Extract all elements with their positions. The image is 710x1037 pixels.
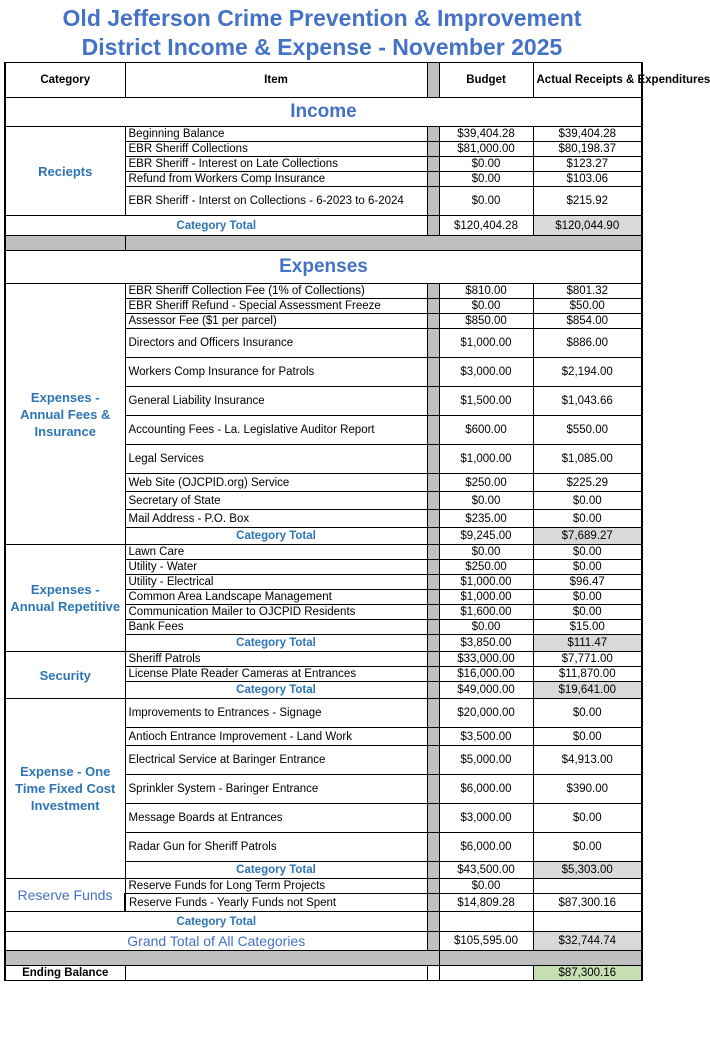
item-cell: Message Boards at Entrances bbox=[125, 804, 427, 833]
group-annual-repetitive bbox=[5, 545, 642, 652]
category-total-row bbox=[5, 912, 642, 932]
gap-cell bbox=[427, 635, 439, 652]
item-cell: General Liability Insurance bbox=[125, 387, 427, 416]
item-cell: Directors and Officers Insurance bbox=[125, 329, 427, 358]
actual-cell: $390.00 bbox=[533, 775, 642, 804]
header-category: Category bbox=[5, 63, 125, 98]
budget-cell: $810.00 bbox=[439, 284, 533, 299]
group-one-time bbox=[5, 699, 642, 879]
gap-cell bbox=[427, 966, 439, 981]
actual-cell bbox=[533, 879, 642, 894]
actual-cell: $0.00 bbox=[533, 699, 642, 728]
header-actual: Actual Receipts & Expenditures bbox=[533, 63, 642, 98]
item-cell: Workers Comp Insurance for Patrols bbox=[125, 358, 427, 387]
actual-cell: $801.32 bbox=[533, 284, 642, 299]
gap-cell bbox=[427, 329, 439, 358]
spacer-cell bbox=[5, 236, 125, 251]
item-cell: EBR Sheriff - Interst on Collections - 6-2023 to 6-2024 bbox=[125, 187, 427, 216]
section-title-expenses: Expenses bbox=[5, 251, 642, 284]
budget-cell: $250.00 bbox=[439, 474, 533, 492]
actual-cell: $0.00 bbox=[533, 605, 642, 620]
category-total-label: Category Total bbox=[125, 862, 427, 879]
gap-cell bbox=[427, 358, 439, 387]
item-cell: Bank Fees bbox=[125, 620, 427, 635]
budget-cell: $1,500.00 bbox=[439, 387, 533, 416]
item-cell: EBR Sheriff Refund - Special Assessment Freeze bbox=[125, 299, 427, 314]
total-actual: $5,303.00 bbox=[533, 862, 642, 879]
grand-total-budget: $105,595.00 bbox=[439, 932, 533, 951]
budget-cell: $39,404.28 bbox=[439, 127, 533, 142]
item-cell: Reserve Funds for Long Term Projects bbox=[125, 879, 427, 894]
gap-cell bbox=[427, 833, 439, 862]
header-row bbox=[5, 63, 642, 98]
item-cell: Electrical Service at Baringer Entrance bbox=[125, 746, 427, 775]
ending-balance-budget bbox=[439, 966, 533, 981]
table-row bbox=[5, 699, 642, 728]
item-cell: Common Area Landscape Management bbox=[125, 590, 427, 605]
item-cell: Legal Services bbox=[125, 445, 427, 474]
budget-cell: $850.00 bbox=[439, 314, 533, 329]
actual-cell: $225.29 bbox=[533, 474, 642, 492]
item-cell: License Plate Reader Cameras at Entrances bbox=[125, 667, 427, 682]
gap-cell bbox=[427, 932, 439, 951]
group-reserve bbox=[5, 879, 642, 932]
gap-cell bbox=[427, 510, 439, 528]
actual-cell: $123.27 bbox=[533, 157, 642, 172]
gap-cell bbox=[427, 127, 439, 142]
total-budget bbox=[439, 912, 533, 932]
gap-cell bbox=[427, 474, 439, 492]
gap-cell bbox=[427, 620, 439, 635]
actual-cell: $15.00 bbox=[533, 620, 642, 635]
budget-cell: $0.00 bbox=[439, 492, 533, 510]
budget-cell: $6,000.00 bbox=[439, 833, 533, 862]
item-cell: Beginning Balance bbox=[125, 127, 427, 142]
gap-cell bbox=[427, 605, 439, 620]
gap-cell bbox=[427, 445, 439, 474]
gap-cell bbox=[427, 545, 439, 560]
category-total-label: Category Total bbox=[125, 682, 427, 699]
actual-cell: $1,085.00 bbox=[533, 445, 642, 474]
category-total-label: Category Total bbox=[125, 635, 427, 652]
actual-cell: $0.00 bbox=[533, 560, 642, 575]
actual-cell: $0.00 bbox=[533, 492, 642, 510]
budget-cell: $0.00 bbox=[439, 620, 533, 635]
budget-cell: $1,000.00 bbox=[439, 575, 533, 590]
total-actual: $111.47 bbox=[533, 635, 642, 652]
report-title-line2: District Income & Expense - November 2025 bbox=[81, 34, 563, 60]
budget-cell: $81,000.00 bbox=[439, 142, 533, 157]
item-cell: Radar Gun for Sheriff Patrols bbox=[125, 833, 427, 862]
total-actual: $7,689.27 bbox=[533, 528, 642, 545]
actual-cell: $39,404.28 bbox=[533, 127, 642, 142]
gap-cell bbox=[427, 157, 439, 172]
category-total-label: Category Total bbox=[125, 528, 427, 545]
item-cell: Antioch Entrance Improvement - Land Work bbox=[125, 728, 427, 746]
table-row bbox=[5, 879, 642, 894]
gap-cell bbox=[427, 172, 439, 187]
actual-cell: $87,300.16 bbox=[533, 894, 642, 912]
category-total-label: Category Total bbox=[5, 216, 427, 236]
item-cell: Web Site (OJCPID.org) Service bbox=[125, 474, 427, 492]
gap-cell bbox=[427, 912, 439, 932]
income-expense-table bbox=[4, 62, 710, 981]
grand-total-row bbox=[5, 932, 642, 951]
category-total-row bbox=[5, 216, 642, 236]
budget-cell: $1,000.00 bbox=[439, 445, 533, 474]
total-budget: $49,000.00 bbox=[439, 682, 533, 699]
gap-cell bbox=[427, 492, 439, 510]
gap-cell bbox=[427, 804, 439, 833]
gap-cell bbox=[427, 560, 439, 575]
actual-cell: $11,870.00 bbox=[533, 667, 642, 682]
actual-cell: $0.00 bbox=[533, 833, 642, 862]
budget-cell: $20,000.00 bbox=[439, 699, 533, 728]
budget-cell: $0.00 bbox=[439, 545, 533, 560]
actual-cell: $0.00 bbox=[533, 510, 642, 528]
section-title-income: Income bbox=[5, 98, 642, 127]
grand-total-label: Grand Total of All Categories bbox=[5, 932, 427, 951]
gap-cell bbox=[427, 416, 439, 445]
group-receipts bbox=[5, 127, 642, 236]
budget-cell: $235.00 bbox=[439, 510, 533, 528]
category-receipts: Reciepts bbox=[5, 127, 125, 216]
budget-cell: $0.00 bbox=[439, 157, 533, 172]
group-security bbox=[5, 652, 642, 699]
group-annual-fees bbox=[5, 284, 642, 545]
budget-cell: $1,000.00 bbox=[439, 590, 533, 605]
gap-cell bbox=[427, 862, 439, 879]
actual-cell: $80,198.37 bbox=[533, 142, 642, 157]
spacer-cell bbox=[439, 951, 642, 966]
table-row bbox=[5, 652, 642, 667]
actual-cell: $0.00 bbox=[533, 728, 642, 746]
gap-cell bbox=[427, 746, 439, 775]
actual-cell: $50.00 bbox=[533, 299, 642, 314]
actual-cell: $886.00 bbox=[533, 329, 642, 358]
actual-cell: $4,913.00 bbox=[533, 746, 642, 775]
grand-total-actual: $32,744.74 bbox=[533, 932, 642, 951]
header-item: Item bbox=[125, 63, 427, 98]
gap-cell bbox=[427, 575, 439, 590]
gap-cell bbox=[427, 63, 439, 98]
total-actual bbox=[533, 912, 642, 932]
actual-cell: $1,043.66 bbox=[533, 387, 642, 416]
report-title-line1: Old Jefferson Crime Prevention & Improvement bbox=[62, 5, 582, 31]
actual-cell: $96.47 bbox=[533, 575, 642, 590]
spacer-row bbox=[5, 951, 642, 966]
gap-cell bbox=[427, 728, 439, 746]
budget-cell: $16,000.00 bbox=[439, 667, 533, 682]
budget-cell: $0.00 bbox=[439, 879, 533, 894]
actual-cell: $0.00 bbox=[533, 545, 642, 560]
item-cell: Accounting Fees - La. Legislative Auditor Report bbox=[125, 416, 427, 445]
header-budget: Budget bbox=[439, 63, 533, 98]
actual-cell: $550.00 bbox=[533, 416, 642, 445]
gap-cell bbox=[427, 187, 439, 216]
spacer-row bbox=[5, 236, 642, 251]
item-cell: Reserve Funds - Yearly Funds not Spent bbox=[125, 894, 427, 912]
ending-balance-label: Ending Balance bbox=[5, 966, 125, 981]
gap-cell bbox=[427, 879, 439, 894]
gap-cell bbox=[427, 699, 439, 728]
total-budget: $120,404.28 bbox=[439, 216, 533, 236]
item-cell: Improvements to Entrances - Signage bbox=[125, 699, 427, 728]
item-cell: Secretary of State bbox=[125, 492, 427, 510]
gap-cell bbox=[427, 775, 439, 804]
budget-cell: $1,000.00 bbox=[439, 329, 533, 358]
budget-cell: $0.00 bbox=[439, 187, 533, 216]
gap-cell bbox=[427, 894, 439, 912]
item-cell: EBR Sheriff - Interest on Late Collections bbox=[125, 157, 427, 172]
ending-balance-item bbox=[125, 966, 427, 981]
ending-balance-row bbox=[5, 966, 642, 981]
budget-cell: $250.00 bbox=[439, 560, 533, 575]
actual-cell: $215.92 bbox=[533, 187, 642, 216]
report-title bbox=[0, 4, 644, 62]
spacer-cell bbox=[5, 951, 439, 966]
spacer-cell bbox=[125, 236, 642, 251]
budget-cell: $0.00 bbox=[439, 172, 533, 187]
item-cell: Utility - Electrical bbox=[125, 575, 427, 590]
table-row bbox=[5, 545, 642, 560]
gap-cell bbox=[427, 387, 439, 416]
actual-cell: $854.00 bbox=[533, 314, 642, 329]
item-cell: Mail Address - P.O. Box bbox=[125, 510, 427, 528]
budget-cell: $14,809.28 bbox=[439, 894, 533, 912]
gap-cell bbox=[427, 299, 439, 314]
gap-cell bbox=[427, 528, 439, 545]
budget-cell: $33,000.00 bbox=[439, 652, 533, 667]
item-cell: Sprinkler System - Baringer Entrance bbox=[125, 775, 427, 804]
category-annual-repetitive: Expenses - Annual Repetitive bbox=[5, 545, 125, 652]
item-cell: Refund from Workers Comp Insurance bbox=[125, 172, 427, 187]
total-actual: $19,641.00 bbox=[533, 682, 642, 699]
budget-cell: $3,000.00 bbox=[439, 804, 533, 833]
budget-cell: $5,000.00 bbox=[439, 746, 533, 775]
actual-cell: $2,194.00 bbox=[533, 358, 642, 387]
gap-cell bbox=[427, 682, 439, 699]
budget-cell: $0.00 bbox=[439, 299, 533, 314]
category-annual-fees: Expenses - Annual Fees & Insurance bbox=[5, 284, 125, 545]
gap-cell bbox=[427, 667, 439, 682]
budget-cell: $3,000.00 bbox=[439, 358, 533, 387]
total-budget: $3,850.00 bbox=[439, 635, 533, 652]
section-income bbox=[5, 98, 642, 127]
gap-cell bbox=[427, 216, 439, 236]
item-cell: Sheriff Patrols bbox=[125, 652, 427, 667]
category-total-label: Category Total bbox=[5, 912, 427, 932]
total-actual: $120,044.90 bbox=[533, 216, 642, 236]
budget-cell: $6,000.00 bbox=[439, 775, 533, 804]
ending-balance-actual: $87,300.16 bbox=[533, 966, 642, 981]
budget-cell: $3,500.00 bbox=[439, 728, 533, 746]
actual-cell: $7,771.00 bbox=[533, 652, 642, 667]
gap-cell bbox=[427, 142, 439, 157]
budget-cell: $1,600.00 bbox=[439, 605, 533, 620]
item-cell: Communication Mailer to OJCPID Residents bbox=[125, 605, 427, 620]
actual-cell: $103.06 bbox=[533, 172, 642, 187]
gap-cell bbox=[427, 314, 439, 329]
item-cell: Utility - Water bbox=[125, 560, 427, 575]
budget-cell: $600.00 bbox=[439, 416, 533, 445]
category-security: Security bbox=[5, 652, 125, 699]
item-cell: Assessor Fee ($1 per parcel) bbox=[125, 314, 427, 329]
total-budget: $43,500.00 bbox=[439, 862, 533, 879]
item-cell: EBR Sheriff Collections bbox=[125, 142, 427, 157]
actual-cell: $0.00 bbox=[533, 590, 642, 605]
category-reserve: Reserve Funds bbox=[5, 879, 125, 912]
gap-cell bbox=[427, 284, 439, 299]
item-cell: Lawn Care bbox=[125, 545, 427, 560]
item-cell: EBR Sheriff Collection Fee (1% of Collections) bbox=[125, 284, 427, 299]
gap-cell bbox=[427, 652, 439, 667]
gap-cell bbox=[427, 590, 439, 605]
section-expenses bbox=[5, 251, 642, 284]
total-budget: $9,245.00 bbox=[439, 528, 533, 545]
table-row bbox=[5, 127, 642, 142]
table-row bbox=[5, 284, 642, 299]
actual-cell: $0.00 bbox=[533, 804, 642, 833]
category-one-time: Expense - One Time Fixed Cost Investment bbox=[5, 699, 125, 879]
